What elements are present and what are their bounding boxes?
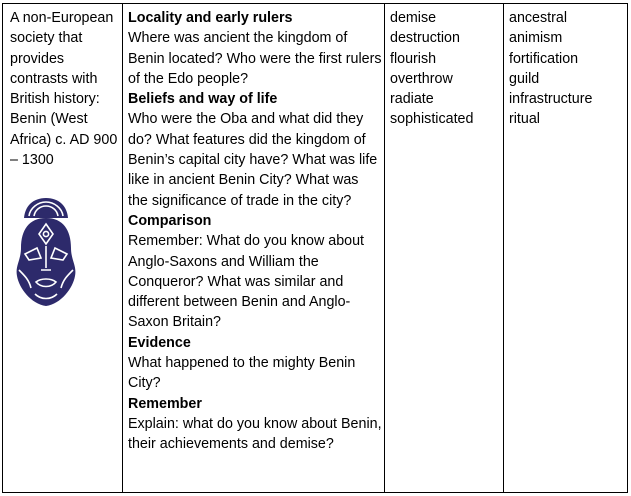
column-divider <box>384 4 385 492</box>
vocab-word: demise <box>390 10 437 26</box>
section-heading: Locality and early rulers <box>128 10 293 26</box>
section-heading: Comparison <box>128 212 212 229</box>
section-text: Where was ancient the kingdom of Benin located? Who were the first rulers of the Edo people? <box>128 30 382 87</box>
vocabulary-cell-1 <box>390 8 500 130</box>
enquiry-cell <box>128 8 382 455</box>
vocab-word: animism <box>509 30 563 47</box>
african-mask-icon <box>11 196 81 308</box>
vocab-word: radiate <box>390 91 434 108</box>
section-heading: Beliefs and way of life <box>128 91 278 108</box>
column-divider <box>122 4 123 492</box>
column-divider <box>503 4 504 492</box>
section-text: What happened to the mighty Benin City? <box>128 355 356 392</box>
topic-text: A non-European society that provides contrasts with British history: Benin (West Africa) c. AD 900 – 1300 <box>10 10 118 169</box>
section-heading: Remember <box>128 395 202 412</box>
topic-cell <box>10 8 122 170</box>
vocab-word: destruction <box>390 30 460 47</box>
curriculum-table <box>2 3 628 493</box>
vocab-word: fortification <box>509 50 579 67</box>
section-heading: Evidence <box>128 334 191 351</box>
vocabulary-cell-2 <box>509 8 627 130</box>
vocab-word: overthrow <box>390 70 453 87</box>
vocab-word: infrastructure <box>509 91 593 108</box>
vocab-word: flourish <box>390 50 437 67</box>
vocab-word: guild <box>509 70 540 87</box>
section-text: Explain: what do you know about Benin, their achievements and demise? <box>128 415 382 453</box>
vocab-word: ritual <box>509 111 540 128</box>
section-text: Who were the Oba and what did they do? What features did the kingdom of Benin’s capital city have? What was life like in ancient Benin City? What was the significance of trade in the city? <box>128 111 378 209</box>
section-text: Remember: What do you know about Anglo-Saxons and William the Conqueror? What was similar and different between Benin and Anglo-Saxon Britain? <box>128 233 365 331</box>
vocab-word: sophisticated <box>390 111 474 128</box>
vocab-word: ancestral <box>509 10 568 26</box>
